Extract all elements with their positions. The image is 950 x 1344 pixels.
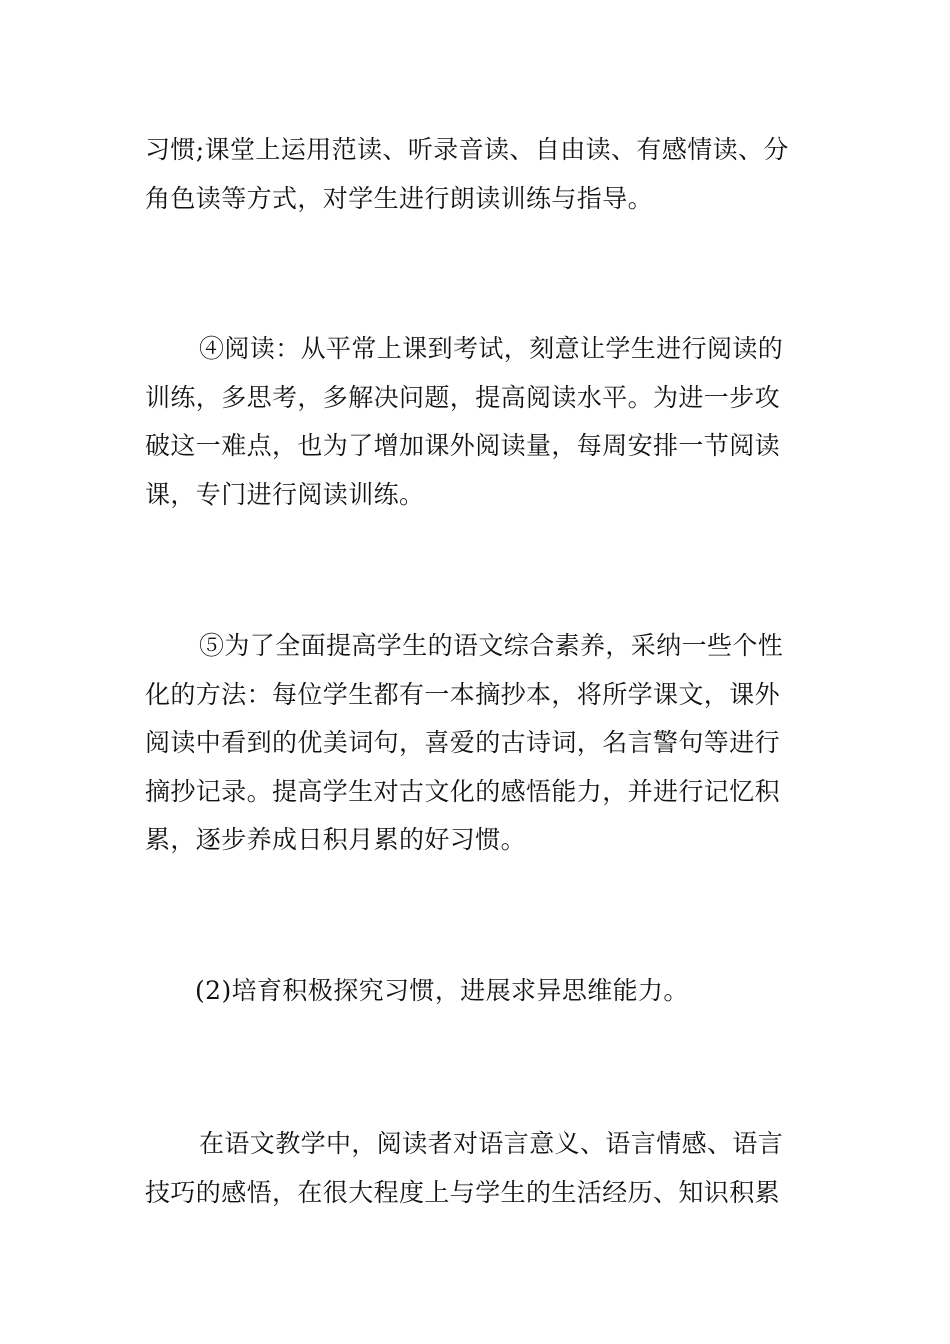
section-heading-2 [145, 967, 807, 1016]
text-line: 破这一难点，也为了增加课外阅读量，每周安排一节阅读 [145, 431, 781, 460]
text-line: ⑤为了全面提高学生的语文综合素养，采纳一些个性 [199, 631, 784, 660]
text-line: 训练，多思考，多解决问题，提高阅读水平。为进一步攻 [145, 382, 781, 412]
paragraph-item-5-excerpt-notebook [145, 622, 807, 865]
paragraph-reading-methods-continued [145, 126, 807, 223]
text-line: 在语文教学中，阅读者对语言意义、语言情感、语言 [199, 1129, 784, 1158]
text-line: 角色读等方式，对学生进行朗读训练与指导。 [145, 183, 654, 213]
text-line: 习惯;课堂上运用范读、听录音读、自由读、有感情读、分 [145, 135, 789, 164]
paragraph-language-perception [145, 1120, 807, 1217]
text-line: 技巧的感悟，在很大程度上与学生的生活经历、知识积累 [145, 1177, 781, 1207]
text-line: 阅读中看到的优美词句，喜爱的古诗词，名言警句等进行 [145, 728, 781, 757]
text-line: 摘抄记录。提高学生对古文化的感悟能力，并进行记忆积 [145, 776, 781, 806]
text-line: 累，逐步养成日积月累的好习惯。 [145, 825, 527, 854]
text-line: 化的方法：每位学生都有一本摘抄本，将所学课文，课外 [145, 679, 781, 709]
text-line: 课，专门进行阅读训练。 [145, 479, 425, 509]
text-line: (2)培育积极探究习惯，进展求异思维能力。 [195, 976, 689, 1005]
text-line: ④阅读：从平常上课到考试，刻意让学生进行阅读的 [199, 334, 784, 363]
paragraph-item-4-reading [145, 325, 807, 519]
